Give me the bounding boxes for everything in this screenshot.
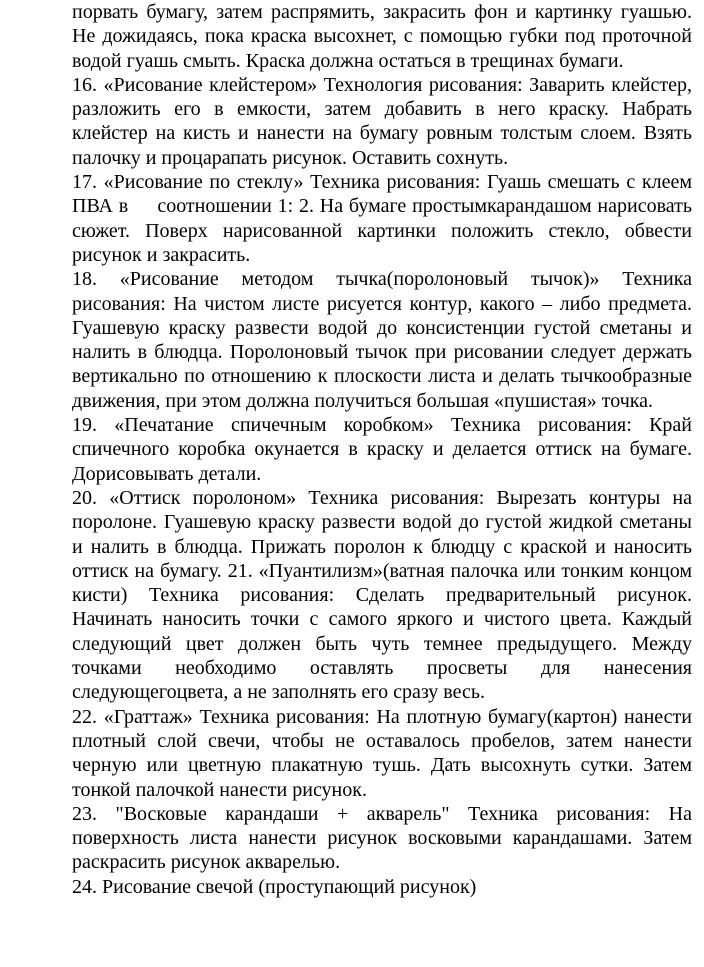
- paragraph-item-19: 19. «Печатание спичечным коробком» Техника рисования: Край спичечного коробка окунается в краску и делается оттиск на бумаге. Дорисовывать детали.: [72, 414, 697, 485]
- paragraph-item-20-21: 20. «Оттиск поролоном» Техника рисования: Вырезать контуры на поролоне. Гуашевую краску развести водой до густой жидкой сметаны и налить в блюдца. Прижать поролон к блюдцу с краской и наносить оттиск на бумагу. 21. «Пуантилизм»(ватная палочка или тонким концом кисти) Техника рисования: Сделать предварительный рисунок. Начинать наносить точки с самого яркого и чистого цвета. Каждый следующий цвет должен быть чуть темнее предыдущего. Между точками необходимо оставлять просветы для нанесения следующегоцвета, а не заполнять его сразу весь.: [72, 486, 697, 704]
- paragraph-item-23: 23. "Восковые карандаши + акварель" Техника рисования: На поверхность листа нанести рисунок восковыми карандашами. Затем раскрасить рисунок акварелью.: [72, 802, 697, 874]
- paragraph-item-18: 18. «Рисование методом тычка(поролоновый тычок)» Техника рисования: На чистом листе рисуется контур, какого – либо предмета. Гуашевую краску развести водой до консистенции густой сметаны и налить в блюдца. Поролоновый тычок при рисовании следует держать вертикально по отношению к плоскости листа и делать тычкообразные движения, при этом должна получиться большая «пушистая» точка.: [72, 268, 697, 412]
- paragraph-intro-continuation: порвать бумагу, затем распрямить, закрасить фон и картинку гуашью. Не дожидаясь, пока краска высохнет, с помощью губки под проточной водой гуашь смыть. Краска должна остаться в трещинах бумаги.: [72, 1, 697, 72]
- paragraph-item-16: 16. «Рисование клейстером» Технология рисования: Заварить клейстер, разложить его в емкости, затем добавить в него краску. Набрать клейстер на кисть и нанести на бумагу ровным толстым слоем. Взять палочку и процарапать рисунок. Оставить сохнуть.: [72, 73, 697, 169]
- paragraph-item-17: 17. «Рисование по стеклу» Техника рисования: Гуашь смешать с клеем ПВА в соотношении 1: 2. На бумаге простымкарандашом нарисовать сюжет. Поверх нарисованной картинки положить стекло, обвести рисунок и закрасить.: [72, 171, 697, 266]
- paragraph-item-22: 22. «Граттаж» Техника рисования: На плотную бумагу(картон) нанести плотный слой свечи, чтобы не оставалось пробелов, затем нанести черную или цветную плакатную тушь. Дать высохнуть сутки. Затем тонкой палочкой нанести рисунок.: [72, 705, 697, 801]
- paragraph-item-24: 24. Рисование свечой (проступающий рисунок): [72, 875, 477, 898]
